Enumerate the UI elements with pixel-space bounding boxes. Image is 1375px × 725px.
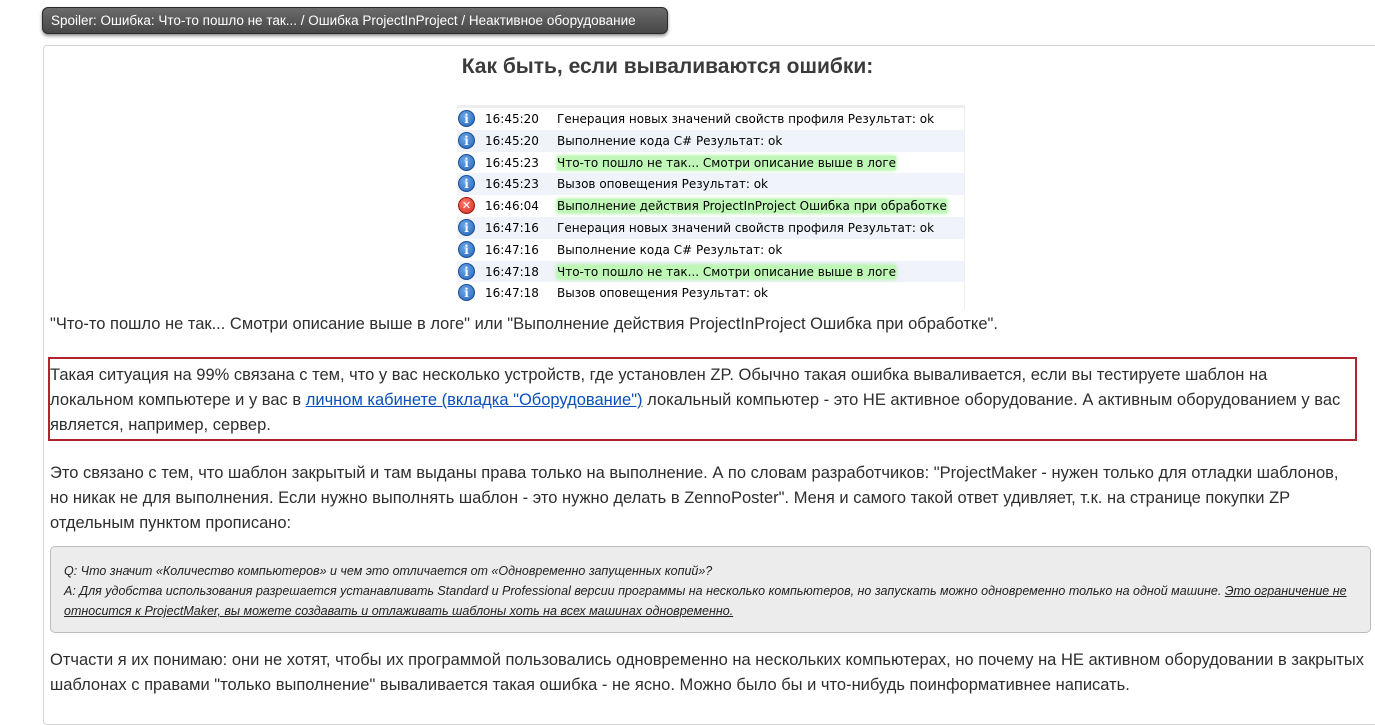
info-icon: i: [458, 263, 475, 280]
faq-answer-text: A: Для удобства использования разрешается устанавливать Standard и Professional версии программы на несколько компьютеров, но запускать можно одновременно только на одной машине.: [64, 584, 1225, 598]
error-description: "Что-то пошло не так... Смотри описание выше в логе" или "Выполнение действия ProjectInProject Ошибка при обработке".: [50, 315, 998, 333]
log-row: [457, 261, 964, 283]
log-row: [457, 239, 964, 261]
conclusion-paragraph: Отчасти я их понимаю: они не хотят, чтобы их программой пользовались одновременно на нескольких компьютерах, но почему на НЕ активном оборудовании в закрытых шаблонах с правами "только выполнение" вываливается такая ошибка - не ясно. Можно было бы и что-нибудь поинформативнее написать.: [50, 651, 1364, 694]
info-icon: i: [458, 219, 475, 236]
faq-quote: [50, 546, 1371, 633]
explanation-paragraph: [50, 363, 1350, 438]
log-row: [457, 282, 964, 304]
log-message: Что-то пошло не так... Смотри описание выше в логе: [557, 155, 897, 170]
reason-paragraph: Это связано с тем, что шаблон закрытый и там выданы права только на выполнение. А по словам разработчиков: "ProjectMaker - нужен только для отладки шаблонов, но никак не для выполнения. Если нужно выполнять шаблон - это нужно делать в ZennoPoster". Меня и самого такой ответ удивляет, т.к. на странице покупки ZP отдельным пунктом прописано:: [50, 464, 1339, 532]
faq-answer: [64, 581, 1358, 621]
error-icon: ✕: [458, 197, 475, 214]
log-row: [457, 108, 964, 130]
log-message: Вызов оповещения Результат: ok: [557, 177, 768, 192]
log-message: Выполнение кода C# Результат: ok: [557, 242, 783, 257]
info-icon: i: [458, 110, 475, 127]
info-icon: i: [458, 284, 475, 301]
log-time: 16:47:18: [485, 286, 539, 301]
log-row: [457, 217, 964, 239]
faq-question: Q: Что значит «Количество компьютеров» и чем это отличается от «Одновременно запущенных копий»?: [64, 564, 713, 578]
log-time: 16:45:20: [485, 133, 539, 148]
log-time: 16:47:18: [485, 264, 539, 279]
section-heading: Как быть, если вываливаются ошибки:: [461, 55, 874, 78]
log-time: 16:45:23: [485, 177, 539, 192]
log-message: Что-то пошло не так... Смотри описание выше в логе: [557, 264, 897, 279]
log-time: 16:45:23: [485, 155, 539, 170]
spoiler-toggle-button[interactable]: Spoiler: Ошибка: Что-то пошло не так... / Ошибка ProjectInProject / Неактивное оборудование: [42, 7, 668, 34]
explanation-text-before: Такая ситуация на 99% связана с тем, что у вас несколько устройств, где установлен ZP. Обычно такая ошибка вываливается, если вы тестируете шаблон на локальном компьютере и у вас в: [50, 366, 1268, 409]
hardware-tab-link[interactable]: личном кабинете (вкладка "Оборудование"): [305, 391, 643, 409]
explanation-text-after: локальный компьютер - это НЕ активное оборудование. А активным оборудованием у вас является, например, сервер.: [50, 391, 1341, 434]
log-message: Генерация новых значений свойств профиля Результат: ok: [557, 220, 935, 235]
log-time: 16:47:16: [485, 242, 539, 257]
log-time: 16:45:20: [485, 112, 539, 126]
log-message: Генерация новых значений свойств профиля Результат: ok: [557, 112, 935, 126]
log-time: 16:47:16: [485, 220, 539, 235]
log-row: [457, 130, 964, 152]
log-message: Выполнение действия ProjectInProject Ошибка при обработке: [557, 199, 947, 214]
log-row: [457, 195, 964, 217]
faq-answer-underlined: Это ограничение не относится к ProjectMaker, вы можете создавать и отлаживать шаблоны хоть на всех машинах одновременно.: [64, 584, 1347, 618]
info-icon: i: [458, 154, 475, 171]
log-screenshot: [457, 105, 965, 309]
log-time: 16:46:04: [485, 199, 539, 214]
log-message: Выполнение кода C# Результат: ok: [557, 133, 783, 148]
info-icon: i: [458, 241, 475, 258]
log-row: [457, 173, 964, 195]
info-icon: i: [458, 175, 475, 192]
log-message: Вызов оповещения Результат: ok: [557, 286, 768, 301]
info-icon: i: [458, 132, 475, 149]
log-row: [457, 152, 964, 174]
